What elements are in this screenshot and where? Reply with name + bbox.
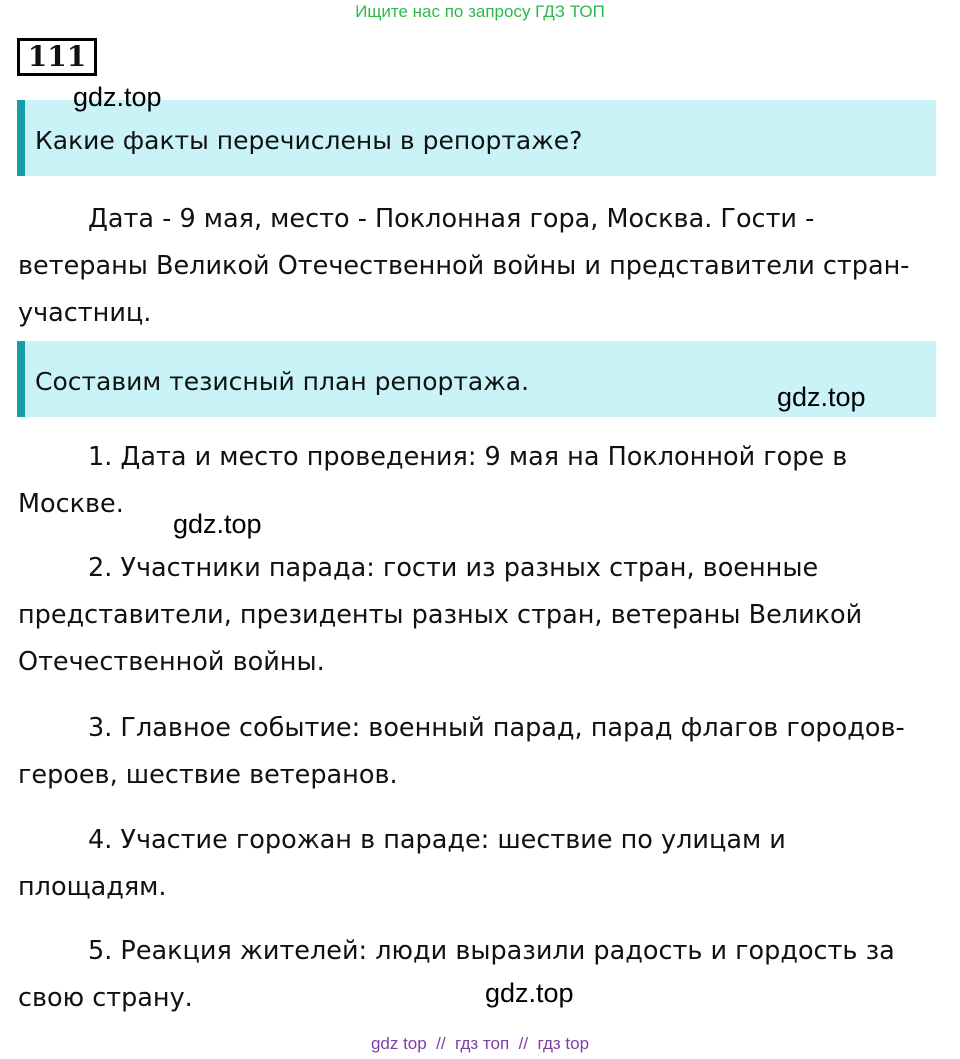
footer-links: gdz top // гдз топ // гдз top [370,1034,590,1053]
plan-item: 5. Реакция жителей: люди выразили радость и гордость за свою страну. [18,936,895,1013]
plan-item: 3. Главное событие: военный парад, парад флагов городов-героев, шествие ветеранов. [18,713,905,790]
watermark: gdz.top [73,82,162,112]
top-banner: Ищите нас по запросу ГДЗ ТОП [355,2,605,21]
question-heading: Составим тезисный план репортажа. [17,341,936,417]
watermark: gdz.top [485,978,574,1008]
plan-item: 4. Участие горожан в параде: шествие по улицам и площадям. [18,825,786,902]
task-number: 111 [17,38,97,76]
watermark: gdz.top [777,382,866,412]
watermark: gdz.top [173,509,262,539]
answer-paragraph: Дата - 9 мая, место - Поклонная гора, Москва. Гости - ветераны Великой Отечественной войны и представители стран-участниц. [18,204,910,328]
plan-item: 1. Дата и место проведения: 9 мая на Поклонной горе в Москве. [18,442,848,519]
plan-item: 2. Участники парада: гости из разных стран, военные представители, президенты разных стран, ветераны Великой Отечественной войны. [18,553,863,677]
question-heading: Какие факты перечислены в репортаже? [17,100,936,176]
